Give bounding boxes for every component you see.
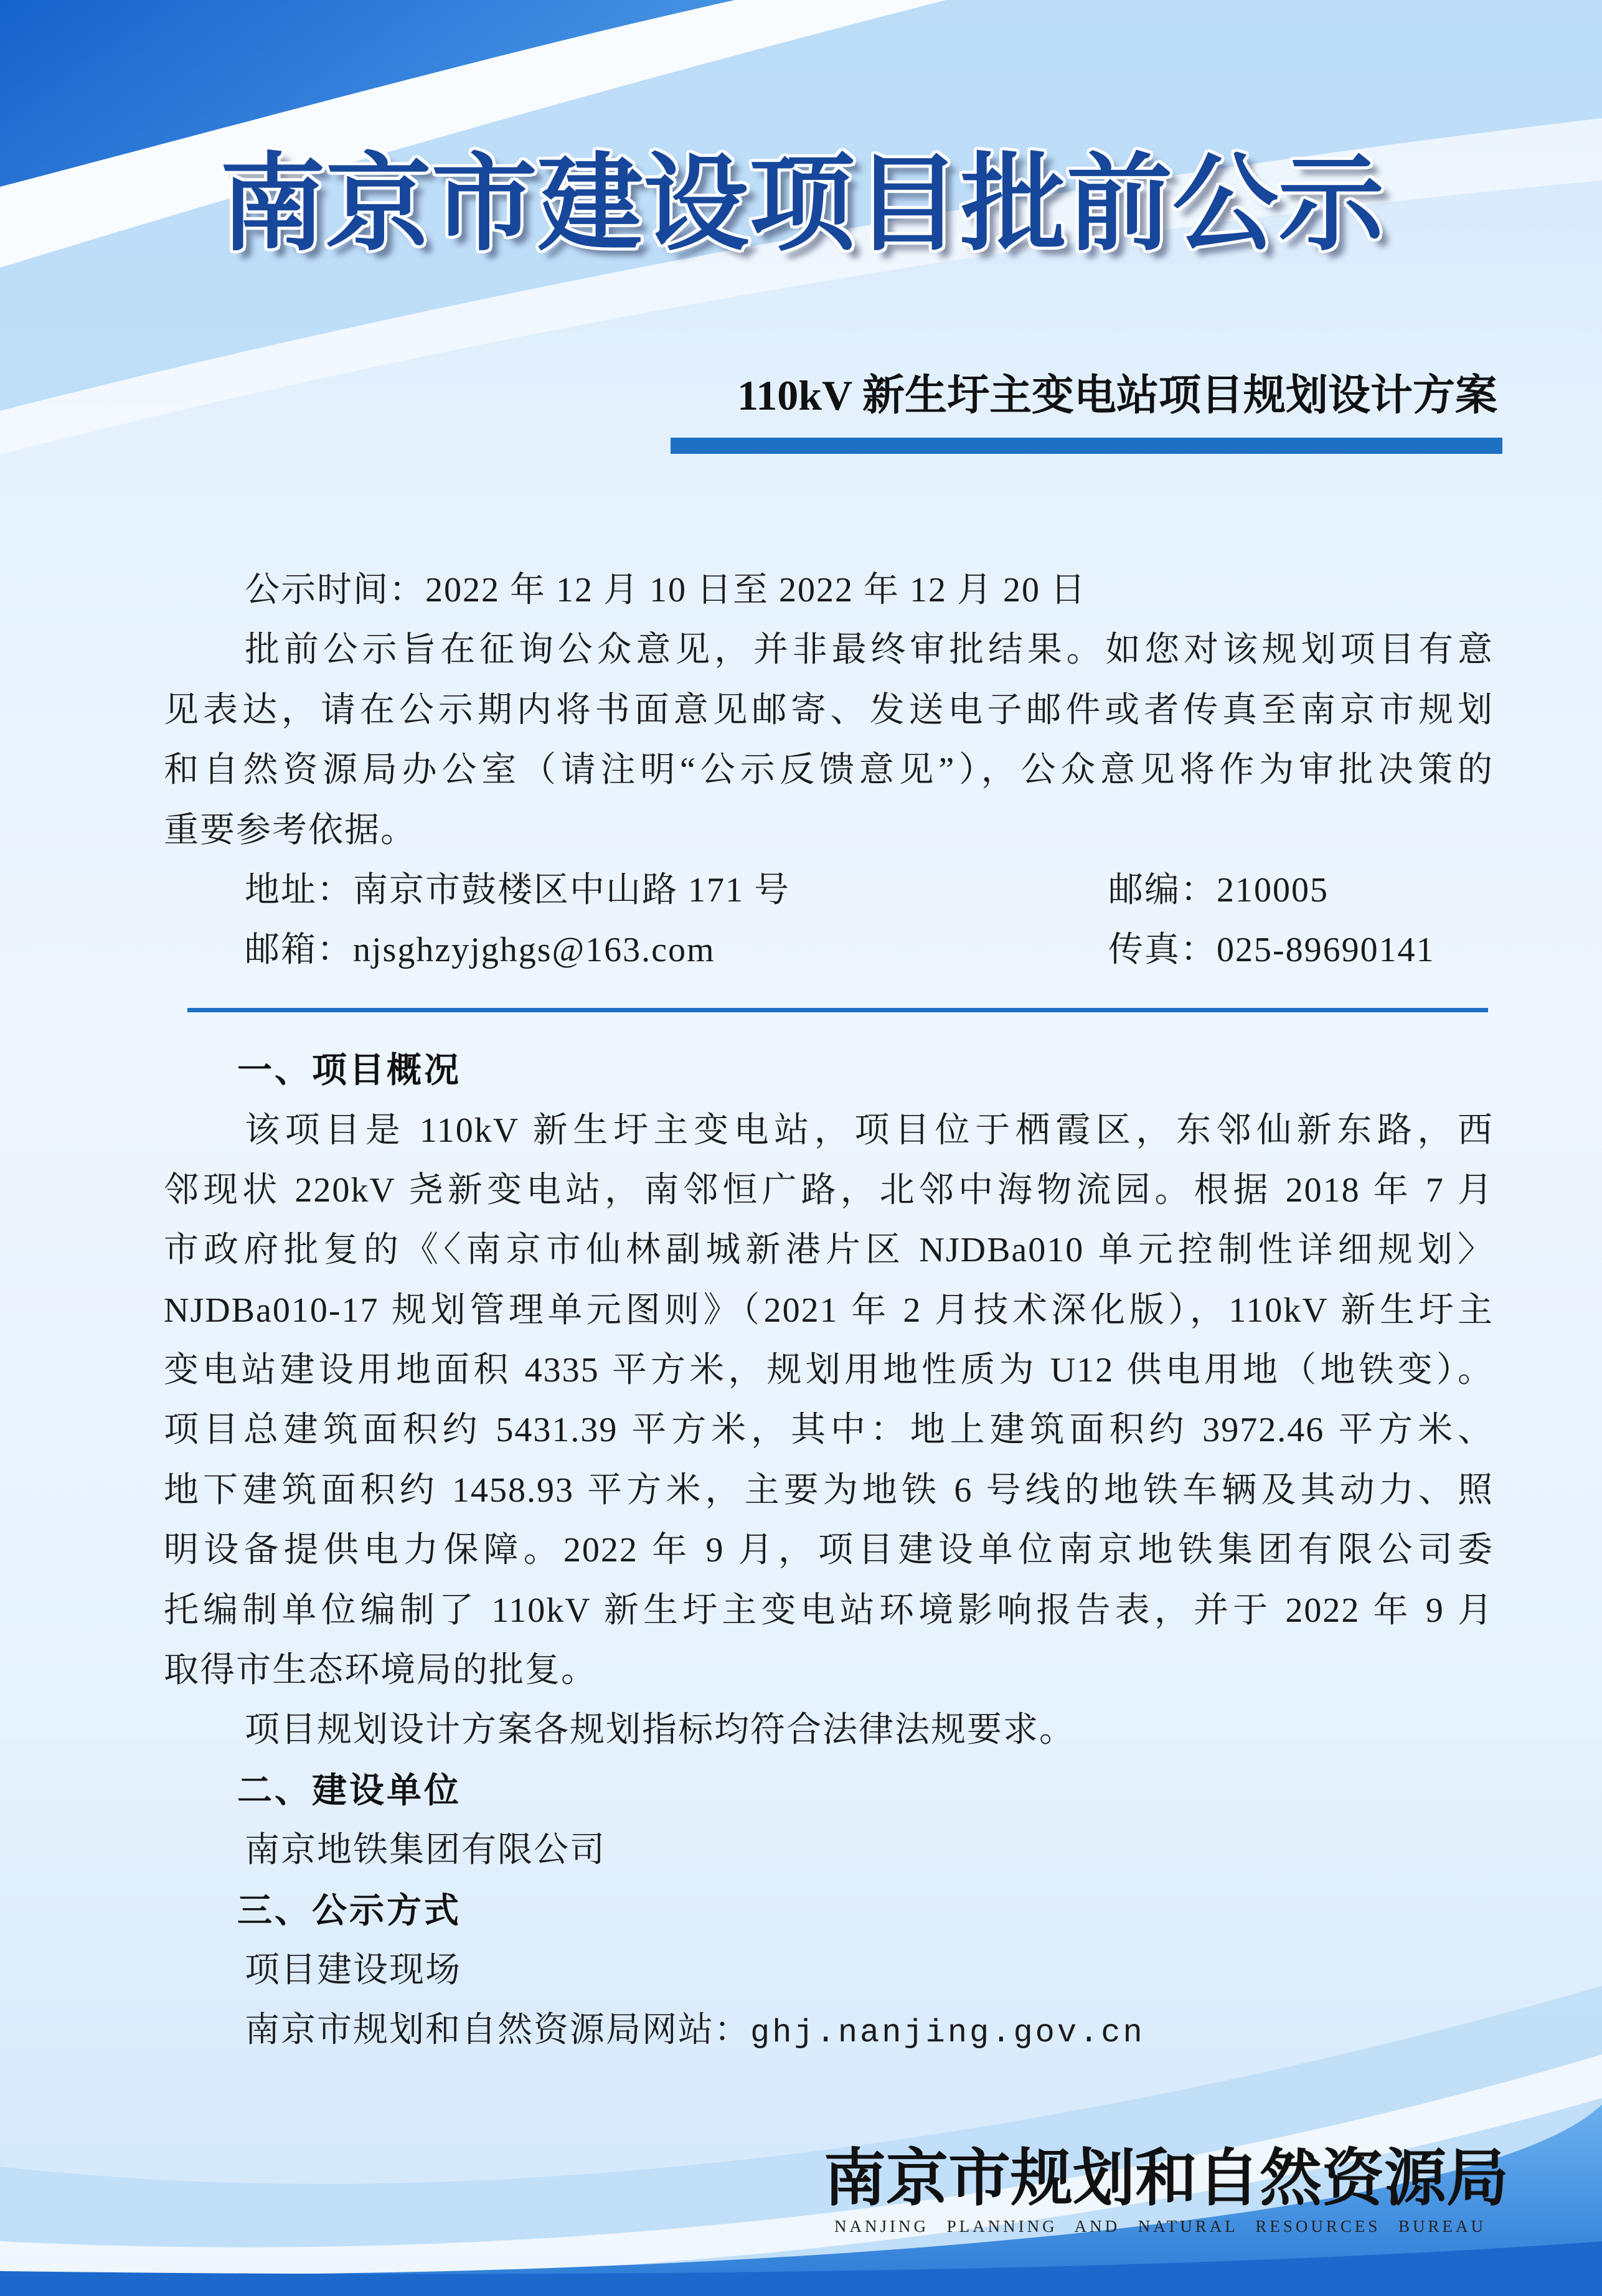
intro-line: 和自然资源局办公室（请注明“公示反馈意见”），公众意见将作为审批决策的 [164,751,1494,790]
subtitle-underline-bar [671,438,1502,454]
heading-publicity: 三、公示方式 [237,1890,461,1930]
project-subtitle: 110kV 新生圩主变电站项目规划设计方案 [737,372,1497,419]
publicity-site: 项目建设现场 [245,1950,461,1990]
heading-builder: 二、建设单位 [237,1770,461,1810]
overview-line: 该项目是 110kV 新生圩主变电站，项目位于栖霞区，东邻仙新东路，西 [245,1111,1494,1150]
email-text: 邮箱：njsghzyjghgs@163.com [245,931,715,970]
main-title: 南京市建设项目批前公示 [220,146,1385,263]
postcode-text: 邮编：210005 [1108,870,1329,910]
heading-overview: 一、项目概况 [237,1050,461,1090]
overview-line: 地下建筑面积约 1458.93 平方米，主要为地铁 6 号线的地铁车辆及其动力、照 [164,1470,1494,1510]
website-label: 南京市规划和自然资源局网站： [245,2011,750,2050]
address-text: 地址：南京市鼓楼区中山路 171 号 [245,870,790,910]
overview-line: 托编制单位编制了 110kV 新生圩主变电站环境影响报告表，并于 2022 年 9 月 [164,1591,1494,1630]
footer-org-name: 南京市规划和自然资源局 [824,2144,1509,2213]
website-url: ghj.nanjing.gov.cn [750,2015,1145,2052]
overview-line: 变电站建设用地面积 4335 平方米，规划用地性质为 U12 供电用地（地铁变）。 [164,1351,1494,1390]
overview-line: 邻现状 220kV 尧新变电站，南邻恒广路，北邻中海物流园。根据 2018 年 7 月 [164,1170,1494,1210]
footer-org-name-en: NANJING PLANNING AND NATURAL RESOURCES BUREAU [834,2217,1486,2236]
contact-row-email [164,920,1494,980]
publicity-period: 公示时间：2022 年 12 月 10 日至 2022 年 12 月 20 日 [245,571,1086,609]
notice-body [164,560,1494,2061]
section-divider [164,981,1494,1040]
compliance-statement: 项目规划设计方案各规划指标均符合法律法规要求。 [245,1711,1075,1750]
overview-line: 取得市生态环境局的批复。 [164,1651,597,1690]
intro-line: 见表达，请在公示期内将书面意见邮寄、发送电子邮件或者传真至南京市规划 [164,690,1494,730]
overview-line: 明设备提供电力保障。2022 年 9 月，项目建设单位南京地铁集团有限公司委 [164,1531,1494,1570]
overview-line: 项目总建筑面积约 5431.39 平方米，其中：地上建筑面积约 3972.46 平方米、 [164,1411,1494,1450]
builder-name: 南京地铁集团有限公司 [245,1831,606,1870]
overview-line: NJDBa010-17 规划管理单元图则》（2021 年 2 月技术深化版），110kV 新生圩主 [164,1291,1494,1330]
publicity-website [164,2000,1494,2060]
contact-row-address [164,860,1494,920]
intro-line: 重要参考依据。 [164,811,417,850]
divider-line [187,1008,1488,1012]
fax-text: 传真：025-89690141 [1108,931,1435,970]
intro-line: 批前公示旨在征询公众意见，并非最终审批结果。如您对该规划项目有意 [245,631,1494,670]
overview-line: 市政府批复的《〈南京市仙林副城新港片区 NJDBa010 单元控制性详细规划〉 [164,1231,1494,1270]
